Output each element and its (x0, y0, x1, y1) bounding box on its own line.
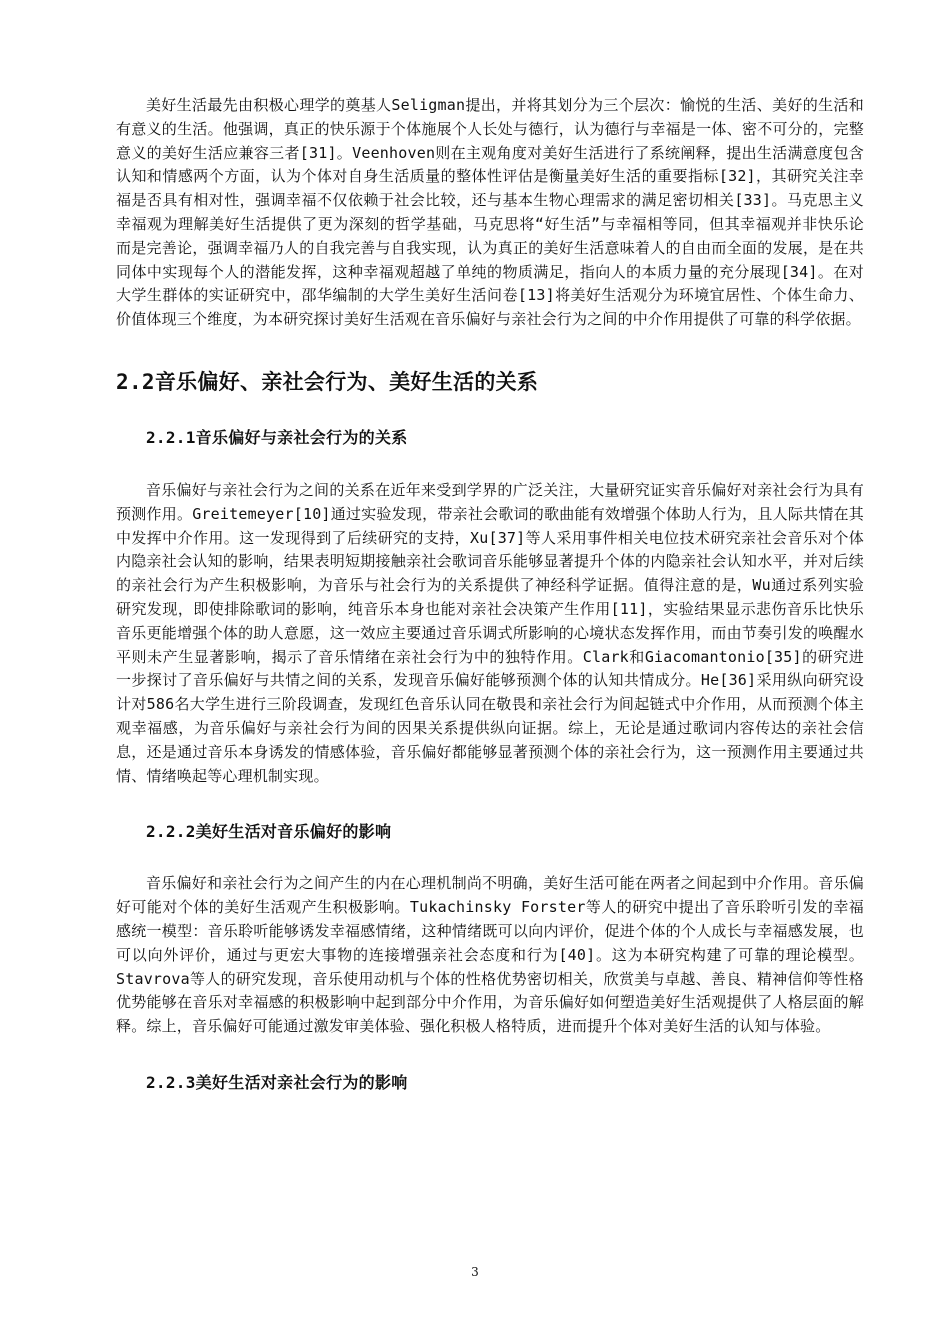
subsection-heading-2-2-2: 2.2.2美好生活对音乐偏好的影响 (146, 822, 392, 842)
section-heading-2-2: 2.2音乐偏好、亲社会行为、美好生活的关系 (116, 369, 539, 394)
document-body (116, 94, 864, 1095)
paragraph-music-prosocial: 音乐偏好与亲社会行为之间的关系在近年来受到学界的广泛关注，大量研究证实音乐偏好对亲社会行为具有预测作用。Greitemeyer[10]通过实验发现，带亲社会歌词的歌曲能有效增强个体助人行为，且人际共情在其中发挥中介作用。这一发现得到了后续研究的支持，Xu[37]等人采用事件相关电位技术研究亲社会音乐对个体内隐亲社会认知的影响，结果表明短期接触亲社会歌词音乐能够显著提升个体的内隐亲社会认知水平，并对后续的亲社会行为产生积极影响，为音乐与社会行为的关系提供了神经科学证据。值得注意的是，Wu通过系列实验研究发现，即使排除歌词的影响，纯音乐本身也能对亲社会决策产生作用[11]，实验结果显示悲伤音乐比快乐音乐更能增强个体的助人意愿，这一效应主要通过音乐调式所影响的心境状态发挥作用，而由节奏引发的唤醒水平则未产生显著影响，揭示了音乐情绪在亲社会行为中的独特作用。Clark和Giacomantonio[35]的研究进一步探讨了音乐偏好与共情之间的关系，发现音乐偏好能够预测个体的认知共情成分。He[36]采用纵向研究设计对586名大学生进行三阶段调查，发现红色音乐认同在敬畏和亲社会行为间起链式中介作用，从而预测个体主观幸福感，为音乐偏好与亲社会行为间的因果关系提供纵向证据。综上，无论是通过歌词内容传达的亲社会信息，还是通过音乐本身诱发的情感体验，音乐偏好都能够显著预测个体的亲社会行为，这一预测作用主要通过共情、情绪唤起等心理机制实现。 (116, 480, 864, 785)
subsection-heading-2-2-3: 2.2.3美好生活对亲社会行为的影响 (146, 1072, 408, 1092)
page-number: 3 (471, 1265, 479, 1279)
subsection-heading-2-2-1: 2.2.1音乐偏好与亲社会行为的关系 (146, 427, 408, 447)
paragraph-good-life-music: 音乐偏好和亲社会行为之间产生的内在心理机制尚不明确，美好生活可能在两者之间起到中介作用。音乐偏好可能对个体的美好生活观产生积极影响。Tukachinsky Forster等人的研究中提出了音乐聆听引发的幸福感统一模型：音乐聆听能够诱发幸福感情绪，这种情绪既可以向内评价，促进个体的个人成长与幸福感发展，也可以向外评价，通过与更宏大事物的连接增强亲社会态度和行为[40]。这为本研究构建了可靠的理论模型。Stavrova等人的研究发现，音乐使用动机与个体的性格优势密切相关，欣赏美与卓越、善良、精神信仰等性格优势能够在音乐对幸福感的积极影响中起到部分中介作用，为音乐偏好如何塑造美好生活观提供了人格层面的解释。综上，音乐偏好可能通过激发审美体验、强化积极人格特质，进而提升个体对美好生活的认知与体验。 (116, 874, 864, 1036)
paragraph-good-life-definition: 美好生活最先由积极心理学的奠基人Seligman提出，并将其划分为三个层次：愉悦的生活、美好的生活和有意义的生活。他强调，真正的快乐源于个体施展个人长处与德行，认为德行与幸福是一体、密不可分的，完整意义的美好生活应兼容三者[31]。Veenhoven则在主观角度对美好生活进行了系统阐释，提出生活满意度包含认知和情感两个方面，认为个体对自身生活质量的整体性评估是衡量美好生活的重要指标[32]，其研究关注幸福是否具有相对性，强调幸福不仅依赖于社会比较，还与基本生物心理需求的满足密切相关[33]。马克思主义幸福观为理解美好生活提供了更为深刻的哲学基础，马克思将“好生活”与幸福相等同，但其幸福观并非快乐论而是完善论，强调幸福乃人的自我完善与自我实现，认为真正的美好生活意味着人的自由而全面的发展，是在共同体中实现每个人的潜能发挥，这种幸福观超越了单纯的物质满足，指向人的本质力量的充分展现[34]。在对大学生群体的实证研究中，邵华编制的大学生美好生活问卷[13]将美好生活观分为环境宜居性、个体生命力、价值体现三个维度，为本研究探讨美好生活观在音乐偏好与亲社会行为之间的中介作用提供了可靠的科学依据。 (116, 96, 864, 329)
